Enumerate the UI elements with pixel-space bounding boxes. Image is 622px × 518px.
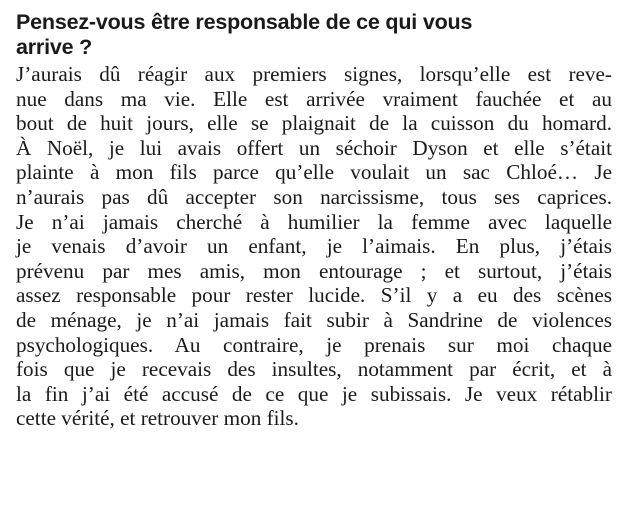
answer-line: psychologiques. Au contraire, je prenais sur moi chaque [16,332,612,357]
interview-excerpt [16,10,612,431]
answer-line: J’aurais dû réagir aux premiers signes, lorsqu’elle est reve- [16,62,612,86]
question-line: Pensez-vous être responsable de ce qui vous [16,10,473,34]
question-line: arrive ? [16,35,93,59]
answer-line: bout de huit jours, elle se plaignait de la cuisson du homard. [16,111,612,136]
answer-line: assez responsable pour rester lucide. S’il y a eu des scènes [16,283,612,308]
answer-line: Je n’ai jamais cherché à humilier la femme avec laquelle [16,209,612,234]
interview-answer [16,62,612,431]
answer-line: prévenu par mes amis, mon entourage ; et surtout, j’étais [16,258,612,283]
answer-line: la fin j’ai été accusé de ce que je subissais. Je veux rétablir [16,381,612,406]
answer-line: de ménage, je n’ai jamais fait subir à Sandrine de violences [16,307,612,332]
interview-question [16,10,612,60]
answer-line: plainte à mon fils parce qu’elle voulait un sac Chloé… Je [16,160,612,185]
answer-line: cette vérité, et retrouver mon fils. [16,406,299,431]
answer-line: À Noël, je lui avais offert un séchoir Dyson et elle s’était [16,135,612,160]
answer-line: nue dans ma vie. Elle est arrivée vraiment fauchée et au [16,86,612,111]
answer-line: je venais d’avoir un enfant, je l’aimais. En plus, j’étais [16,234,612,259]
answer-line: n’aurais pas dû accepter son narcissisme, tous ses caprices. [16,184,612,209]
answer-line: fois que je recevais des insultes, notamment par écrit, et à [16,357,612,382]
